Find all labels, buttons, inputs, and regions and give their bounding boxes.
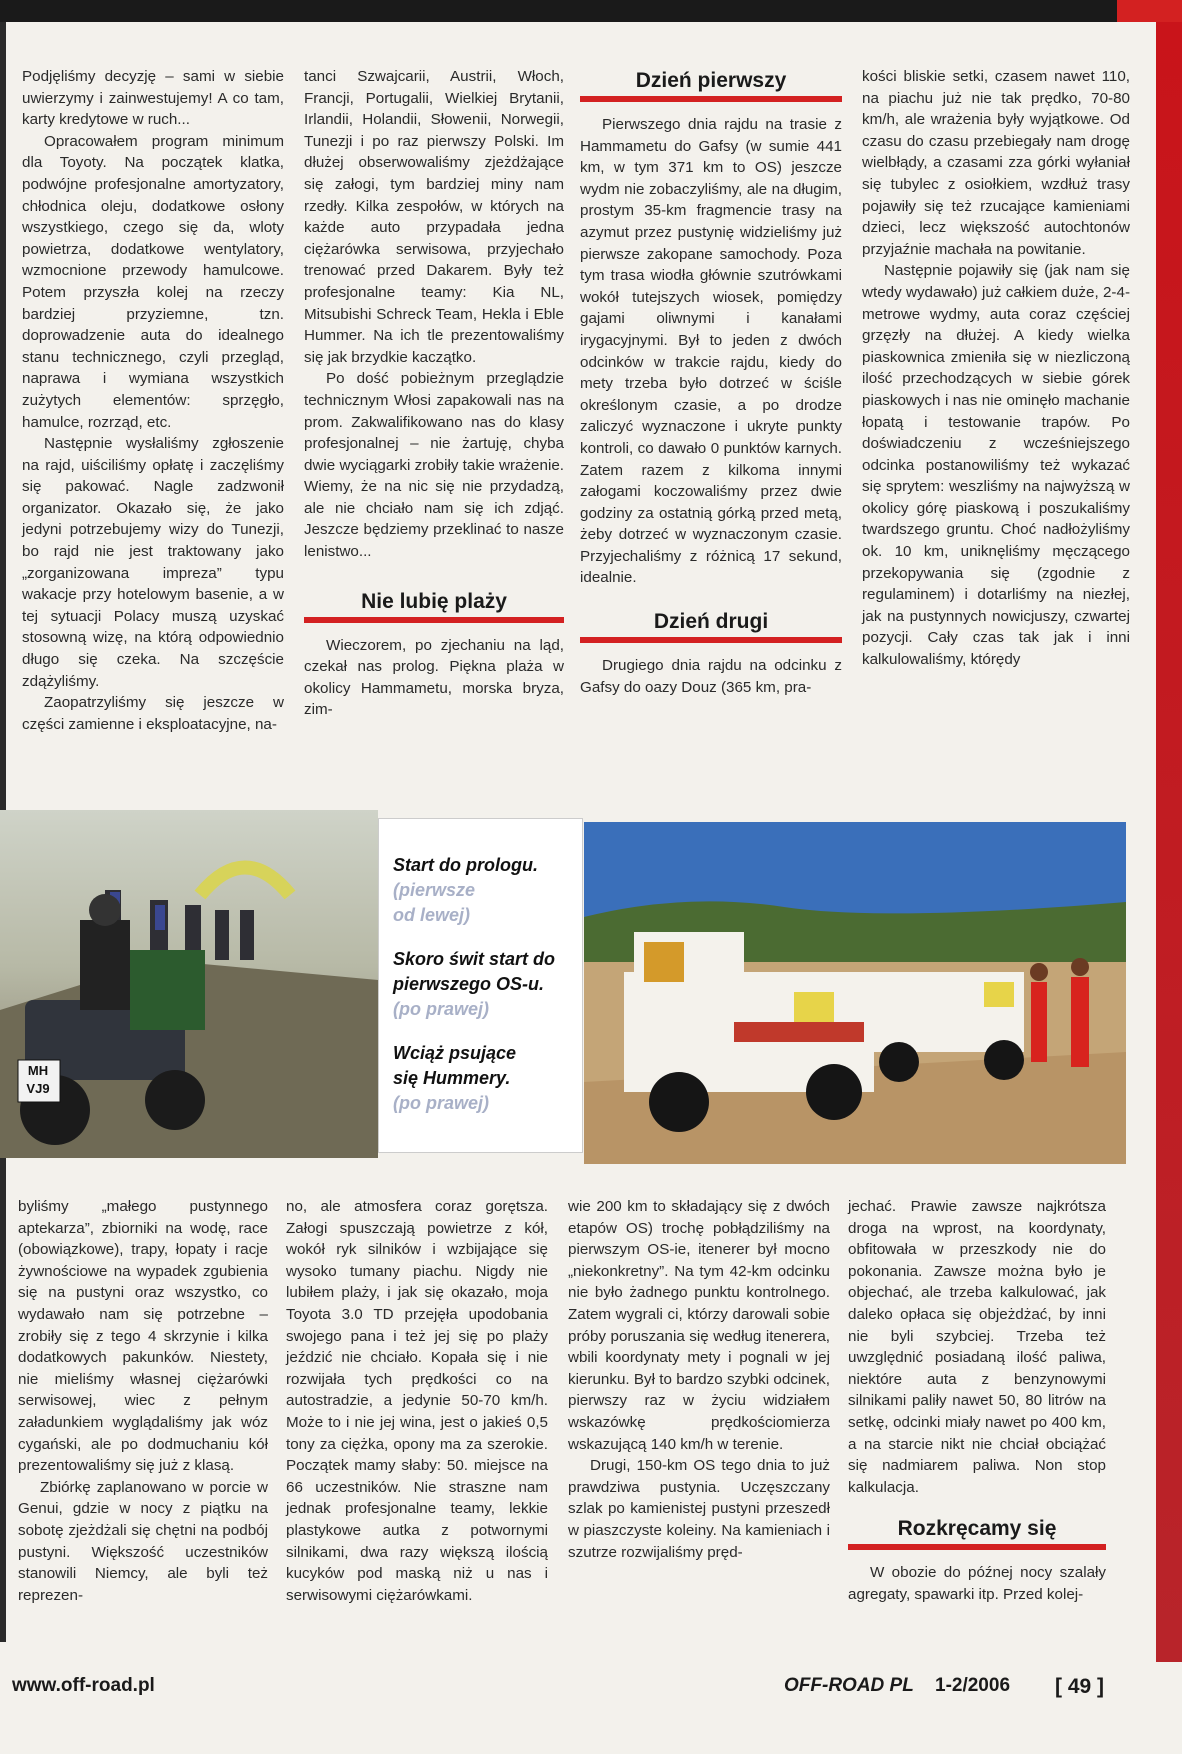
paragraph: Drugiego dnia rajdu na odcinku z Gafsy do oazy Douz (365 km, pra- [580,657,842,696]
column-2-bottom [286,1196,548,1606]
paragraph: no, ale atmosfera coraz gorętsza. Załogi spuszczają powietrze z kół, wokół ryk silników i wzbijające się wysoko tumany piachu. Nigdy nie lubiłem plaży, i jak się okazało, moja Toyota 3.0 TD przejęła upodobania swojego pana i też jej się po plaży jeździć nie chciało. Kopała się i nie rozwijała tych prędkości co na autostradzie, a jedynie 50-70 km/h. Może to i nie jej wina, jest o jakieś 0,5 tony za ciężka, opony ma za szerokie. Początek mamy słaby: 50. miejsce na 66 uczestników. Nie straszne nam jednak profesjonalne teamy, lekkie plastykowe autka z potwornymi silnikami, dwa razy większą ilością kucyków pod maską niż u nas i serwisowymi ciężarówkami. [286,1198,548,1604]
section-heading-beach: Nie lubię plaży [304,587,564,623]
column-2-top [304,66,564,721]
top-bar-accent [1117,0,1182,22]
caption-1-note: (pierwsze od lewej) [393,880,476,925]
caption-2-text: Skoro świt start do pierwszego OS-u. [393,949,556,994]
section-heading-day-two: Dzień drugi [580,607,842,643]
footer-page-number: [ 49 ] [1055,1675,1105,1698]
page-edge-right [1156,22,1182,1662]
paragraph: Zbiórkę zaplanowano w porcie w Genui, gdzie w nocy z piątku na sobotę zjeżdżali się chętni na podbój pustyni. Większość uczestników stanowili Niemcy, ale byli też reprezen- [18,1478,268,1604]
caption-1-text: Start do prologu. [393,855,538,875]
caption-3-text: Wciąż psujące się Hummery. [393,1043,517,1088]
photo-prologue-quads [0,810,378,1158]
column-1-top [22,66,284,735]
column-3-top [580,66,842,698]
paragraph: Wieczorem, po zjechaniu na ląd, czekał nas prolog. Piękna plaża w okolicy Hammametu, morska bryza, zim- [304,636,564,719]
footer-website: www.off-road.pl [12,1675,155,1696]
caption-2-note: (po prawej) [393,999,490,1019]
paragraph: W obozie do późnej nocy szalały agregaty, spawarki itp. Przed kolej- [848,1564,1106,1603]
column-4-top [862,66,1130,671]
caption-2 [393,947,573,1022]
caption-box [378,818,583,1153]
paragraph: Po dość pobieżnym przeglądzie technicznym Włosi zapakowali nas na prom. Zakwalifikowano nas do klasy profesjonalnej – nie żartuję, chyba dwie wyciągarki zrobiły takie wrażenie. Wiemy, że na nic się nie przydadzą, ale nie chciało nam się ich zdjąć. Jeszcze będziemy przeklinać to nasze lenistwo... [304,370,564,561]
top-bar [0,0,1182,22]
column-4-bottom [848,1196,1106,1606]
paragraph: Podjęliśmy decyzję – sami w siebie uwierzymy i zainwestujemy! A co tam, karty kredytowe w ruch... [22,68,284,129]
caption-1 [393,853,573,928]
footer-issue: 1-2/2006 [935,1675,1011,1696]
paragraph: Zaopatrzyliśmy się jeszcze w części zamienne i eksploatacyjne, na- [22,694,284,733]
section-heading-warmup: Rozkręcamy się [848,1514,1106,1550]
column-3-bottom [568,1196,830,1563]
paragraph: Opracowałem program minimum dla Toyoty. Na początek klatka, podwójne profesjonalne amortyzatory, chłodnica oleju, dodatkowe osłony wszystkiego, czego się da, wloty powietrza, dodatkowe wentylatory, wzmocnione przewody hamulcowe. Potem przyszła kolej na rzeczy bardziej przyziemne, tzn. doprowadzenie auta do idealnego stanu technicznego, czyli przegląd, naprawa i wymiana wszystkich zużytych elementów: sprzęgło, hamulce, rozrząd, etc. [22,132,284,431]
photo-hummers [584,822,1126,1164]
photo-prologue-quads-image [0,810,378,1158]
column-1-bottom [18,1196,268,1606]
section-heading-day-one: Dzień pierwszy [580,66,842,102]
caption-3 [393,1041,543,1116]
paragraph: Następnie pojawiły się (jak nam się wtedy wydawało) już całkiem duże, 2-4-metrowe wydmy, auta coraz częściej grzęzły na dłużej. A kiedy wielka piaskownica zmieniła się w niezliczoną ilość przechodzących w siebie górek piaskowych i nas nie ominęło machanie łopatą i testowanie trapów. Po doświadczeniu z wcześniejszego odcinka postanowiliśmy też wykazać się sprytem: weszliśmy na najwyższą w okolicy górę piaskową i poszukaliśmy twardszego gruntu. Choć nadłożyliśmy ok. 10 km, uniknęliśmy męczącego przekopywania się (zgodnie z regulaminem) i dotarliśmy na niezłej, jak na pustynnych nowicjuszy, czwartej pozycji. Cały czas tak jak i inni kalkulowaliśmy, którędy [862,262,1130,669]
quad-license-plate: MH VJ9 [26,1063,50,1096]
paragraph: jechać. Prawie zawsze najkrótsza droga na wprost, na koordynaty, obfitowała w przeszkody nie do pokonania. Zawsze można było je objechać, ale trzeba kalkulować, jak daleko opłaca się objeżdżać, by inni nie byli szybciej. Trzeba też uwzględnić posiadaną ilość paliwa, niektóre auta z benzynowymi silnikami paliły nawet 50, 80 litrów na setkę, odcinki miały nawet po 400 km, a na starcie nikt nie chciał obciążać się nadmiarem paliwa. Non stop kalkulacja. [848,1198,1106,1496]
paragraph: wie 200 km to składający się z dwóch etapów OS) trochę pobłądziliśmy na pierwszym OS-ie, itenerer był mocno „niekonkretny”. Na tym 42-km odcinku nie było żadnego punktu kontrolnego. Zatem wygrali ci, którzy darowali sobie próby poruszania się według itenerera, wbili koordynaty mety i pognali w jej kierunku. Był to bardzo szybki odcinek, pierwszy raz w życiu widziałem wskazówkę prędkościomierza wskazującą 140 km/h w terenie. [568,1198,830,1453]
paragraph: byliśmy „małego pustynnego aptekarza”, zbiorniki na wodę, race (obowiązkowe), trapy, łopaty i racje żywnościowe na wypadek zgubienia się na pustyni oraz wszystko, co wydawało nam się potrzebne – zrobiły się z tego 4 skrzynie i kilka dodatkowych pakunków. Niestety, nie mieliśmy własnej ciężarówki serwisowej, wiec z pełnym załadunkiem wyglądaliśmy jak wóz cygański, ale po dodmuchaniu kół prezentowaliśmy się już z klasą. [18,1198,268,1475]
footer-magazine: OFF-ROAD PL [784,1675,914,1696]
photo-hummers-image [584,822,1126,1164]
paragraph: kości bliskie setki, czasem nawet 110, na piachu już nie tak prędko, 70-80 km/h, ale wrażenia były wyjątkowe. Od czasu do czasu przebiegały nam drogę wielbłądy, a czasami zza górki wyłaniał się tubylec z osiołkiem, wzdłuż trasy pojawiły się też rzucające kamieniami dzieci, lecz większość autochtonów przyjaźnie machała na powitanie. [862,68,1130,258]
paragraph: tanci Szwajcarii, Austrii, Włoch, Francji, Portugalii, Wielkiej Brytanii, Irlandii, Holandii, Słowenii, Norwegii, Tunezji i po raz pierwszy Polski. Im dłużej obserwowaliśmy zjeżdżające się załogi, tym bardziej miny nam rzedły. Kilka zespołów, w których na każde auto przypadała jedna ciężarówka serwisowa, przyjechało trenować przed Dakarem. Były też profesjonalne teamy: Kia NL, Mitsubishi Schreck Team, Hekla i Eble Hummer. Na ich tle prezentowaliśmy się jak brzydkie kaczątko. [304,68,564,366]
caption-3-note: (po prawej) [393,1093,490,1113]
paragraph: Następnie wysłaliśmy zgłoszenie na rajd, uiściliśmy opłatę i zaczęliśmy się pakować. Nagle zadzwonił organizator. Okazało się, że jako jedyni potrzebujemy wizy do Tunezji, bo rajd nie jest traktowany jako „zorganizowana impreza” typu wakacje przy hotelowym basenie, a w tej sytuacji Polacy muszą uzyskać stosowną wizę, na którą odpowiednio długo się czeka. Na szczęście zdążyliśmy. [22,435,284,690]
paragraph: Drugi, 150-km OS tego dnia to już prawdziwa pustynia. Uczęszczany szlak po kamienistej pustyni przeszedł w piaszczyste koleiny. Na kamieniach i szutrze rozwijaliśmy pręd- [568,1457,830,1561]
paragraph: Pierwszego dnia rajdu na trasie z Hammametu do Gafsy (w sumie 441 km, w tym 371 km to OS) jeszcze wydm nie zobaczyliśmy, ale na długim, prostym 35-km fragmencie trasy na azymut przez pustynię widzieliśmy już pierwsze zakopane samochody. Poza tym trasa wiodła głównie szutrówkami wokół tutejszych wiosek, pomiędzy gajami oliwnymi i kanałami irygacyjnymi. Był to jeden z dwóch odcinków w trakcie rajdu, kiedy do mety trzeba było dotrzeć w ściśle określonym czasie, a po drodze zaliczyć wyznaczone i ukryte punkty kontroli, co dawało 0 punktów karnych. Zatem razem z kilkoma innymi załogami koczowaliśmy przez dwie godziny za ostatnią górką przed metą, żeby dotrzeć w wyznaczonym czasie. Przyjechaliśmy z różnicą 17 sekund, idealnie. [580,116,842,587]
